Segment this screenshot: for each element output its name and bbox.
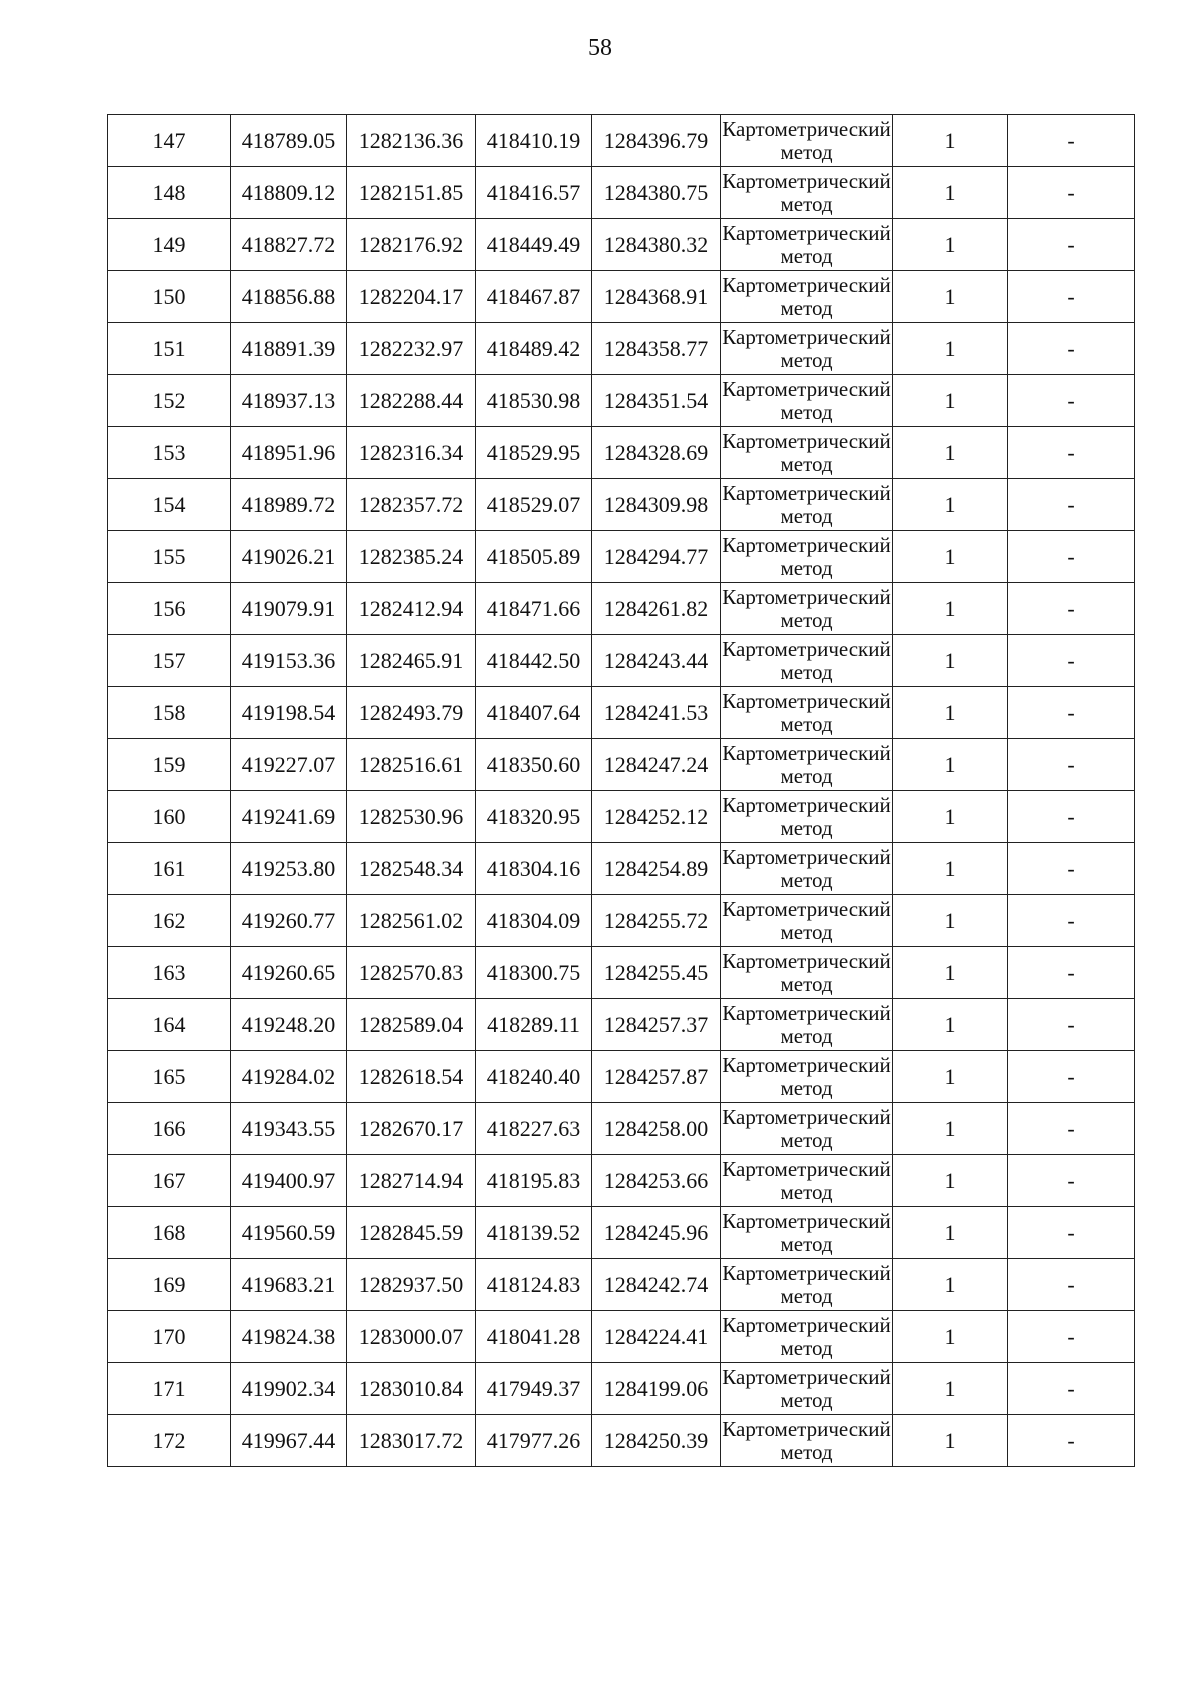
cell-y-coordinate: 1282714.94 bbox=[347, 1155, 476, 1207]
method-text: Картометрический метод bbox=[722, 168, 891, 216]
method-text: Картометрический метод bbox=[722, 1156, 891, 1204]
cell-note: - bbox=[1008, 739, 1135, 791]
cell-x-coordinate: 419902.34 bbox=[231, 1363, 347, 1415]
cell-x-coordinate-2: 418227.63 bbox=[476, 1103, 592, 1155]
cell-note: - bbox=[1008, 1103, 1135, 1155]
table-row bbox=[108, 1051, 1135, 1103]
cell-precision: 1 bbox=[893, 687, 1008, 739]
cell-precision: 1 bbox=[893, 635, 1008, 687]
cell-point-number: 153 bbox=[108, 427, 231, 479]
cell-x-coordinate: 419260.77 bbox=[231, 895, 347, 947]
cell-note: - bbox=[1008, 1259, 1135, 1311]
cell-precision: 1 bbox=[893, 843, 1008, 895]
cell-note: - bbox=[1008, 219, 1135, 271]
method-text: Картометрический метод bbox=[722, 480, 891, 528]
cell-x-coordinate: 419343.55 bbox=[231, 1103, 347, 1155]
cell-method bbox=[721, 479, 893, 531]
cell-precision: 1 bbox=[893, 1363, 1008, 1415]
cell-y-coordinate-2: 1284254.89 bbox=[592, 843, 721, 895]
cell-point-number: 169 bbox=[108, 1259, 231, 1311]
cell-point-number: 154 bbox=[108, 479, 231, 531]
cell-x-coordinate-2: 418407.64 bbox=[476, 687, 592, 739]
cell-method bbox=[721, 531, 893, 583]
cell-method bbox=[721, 219, 893, 271]
method-text: Картометрический метод bbox=[722, 1312, 891, 1360]
cell-method bbox=[721, 1051, 893, 1103]
cell-x-coordinate: 419227.07 bbox=[231, 739, 347, 791]
cell-y-coordinate-2: 1284258.00 bbox=[592, 1103, 721, 1155]
method-text: Картометрический метод bbox=[722, 1052, 891, 1100]
cell-x-coordinate-2: 418350.60 bbox=[476, 739, 592, 791]
cell-y-coordinate: 1282151.85 bbox=[347, 167, 476, 219]
coordinates-table-body bbox=[108, 115, 1135, 1467]
method-text: Картометрический метод bbox=[722, 220, 891, 268]
cell-method bbox=[721, 843, 893, 895]
cell-point-number: 172 bbox=[108, 1415, 231, 1467]
cell-y-coordinate: 1282176.92 bbox=[347, 219, 476, 271]
method-text: Картометрический метод bbox=[722, 584, 891, 632]
table-row bbox=[108, 739, 1135, 791]
cell-point-number: 156 bbox=[108, 583, 231, 635]
method-text: Картометрический метод bbox=[722, 1364, 891, 1412]
method-text: Картометрический метод bbox=[722, 896, 891, 944]
cell-y-coordinate: 1282937.50 bbox=[347, 1259, 476, 1311]
cell-y-coordinate: 1282570.83 bbox=[347, 947, 476, 999]
cell-method bbox=[721, 947, 893, 999]
cell-precision: 1 bbox=[893, 1415, 1008, 1467]
cell-method bbox=[721, 791, 893, 843]
cell-note: - bbox=[1008, 479, 1135, 531]
cell-point-number: 165 bbox=[108, 1051, 231, 1103]
table-row bbox=[108, 1155, 1135, 1207]
table-row bbox=[108, 531, 1135, 583]
cell-y-coordinate: 1282589.04 bbox=[347, 999, 476, 1051]
cell-note: - bbox=[1008, 167, 1135, 219]
table-row bbox=[108, 1103, 1135, 1155]
method-text: Картометрический метод bbox=[722, 1208, 891, 1256]
cell-note: - bbox=[1008, 895, 1135, 947]
cell-x-coordinate: 419241.69 bbox=[231, 791, 347, 843]
cell-y-coordinate-2: 1284257.87 bbox=[592, 1051, 721, 1103]
cell-note: - bbox=[1008, 427, 1135, 479]
cell-x-coordinate-2: 418320.95 bbox=[476, 791, 592, 843]
table-row bbox=[108, 635, 1135, 687]
cell-method bbox=[721, 635, 893, 687]
cell-x-coordinate: 418809.12 bbox=[231, 167, 347, 219]
cell-x-coordinate-2: 418505.89 bbox=[476, 531, 592, 583]
cell-y-coordinate-2: 1284224.41 bbox=[592, 1311, 721, 1363]
cell-y-coordinate-2: 1284261.82 bbox=[592, 583, 721, 635]
cell-y-coordinate: 1282493.79 bbox=[347, 687, 476, 739]
cell-x-coordinate-2: 418471.66 bbox=[476, 583, 592, 635]
cell-method bbox=[721, 167, 893, 219]
cell-precision: 1 bbox=[893, 427, 1008, 479]
cell-precision: 1 bbox=[893, 947, 1008, 999]
cell-x-coordinate: 419284.02 bbox=[231, 1051, 347, 1103]
cell-note: - bbox=[1008, 271, 1135, 323]
cell-y-coordinate: 1282316.34 bbox=[347, 427, 476, 479]
cell-method bbox=[721, 1311, 893, 1363]
cell-y-coordinate-2: 1284243.44 bbox=[592, 635, 721, 687]
cell-note: - bbox=[1008, 1311, 1135, 1363]
table-row bbox=[108, 427, 1135, 479]
cell-y-coordinate-2: 1284380.75 bbox=[592, 167, 721, 219]
cell-x-coordinate-2: 418529.07 bbox=[476, 479, 592, 531]
method-text: Картометрический метод bbox=[722, 740, 891, 788]
cell-x-coordinate-2: 418139.52 bbox=[476, 1207, 592, 1259]
table-row bbox=[108, 271, 1135, 323]
cell-point-number: 147 bbox=[108, 115, 231, 167]
cell-note: - bbox=[1008, 531, 1135, 583]
cell-precision: 1 bbox=[893, 583, 1008, 635]
cell-precision: 1 bbox=[893, 1155, 1008, 1207]
cell-y-coordinate-2: 1284368.91 bbox=[592, 271, 721, 323]
cell-y-coordinate-2: 1284255.45 bbox=[592, 947, 721, 999]
cell-note: - bbox=[1008, 1415, 1135, 1467]
cell-y-coordinate: 1282288.44 bbox=[347, 375, 476, 427]
cell-y-coordinate: 1282618.54 bbox=[347, 1051, 476, 1103]
cell-y-coordinate: 1282548.34 bbox=[347, 843, 476, 895]
cell-point-number: 163 bbox=[108, 947, 231, 999]
cell-x-coordinate: 419026.21 bbox=[231, 531, 347, 583]
cell-x-coordinate-2: 418442.50 bbox=[476, 635, 592, 687]
cell-y-coordinate-2: 1284241.53 bbox=[592, 687, 721, 739]
method-text: Картометрический метод bbox=[722, 948, 891, 996]
cell-method bbox=[721, 1363, 893, 1415]
cell-method bbox=[721, 323, 893, 375]
cell-x-coordinate: 419824.38 bbox=[231, 1311, 347, 1363]
cell-note: - bbox=[1008, 999, 1135, 1051]
cell-x-coordinate-2: 418530.98 bbox=[476, 375, 592, 427]
cell-precision: 1 bbox=[893, 219, 1008, 271]
cell-point-number: 157 bbox=[108, 635, 231, 687]
cell-y-coordinate: 1283000.07 bbox=[347, 1311, 476, 1363]
table-row bbox=[108, 791, 1135, 843]
cell-point-number: 164 bbox=[108, 999, 231, 1051]
table-row bbox=[108, 167, 1135, 219]
cell-note: - bbox=[1008, 843, 1135, 895]
method-text: Картометрический метод bbox=[722, 636, 891, 684]
cell-note: - bbox=[1008, 1207, 1135, 1259]
cell-x-coordinate: 419260.65 bbox=[231, 947, 347, 999]
table-row bbox=[108, 999, 1135, 1051]
cell-method bbox=[721, 739, 893, 791]
cell-y-coordinate-2: 1284328.69 bbox=[592, 427, 721, 479]
cell-y-coordinate-2: 1284245.96 bbox=[592, 1207, 721, 1259]
cell-y-coordinate-2: 1284294.77 bbox=[592, 531, 721, 583]
cell-y-coordinate-2: 1284351.54 bbox=[592, 375, 721, 427]
cell-method bbox=[721, 427, 893, 479]
cell-y-coordinate-2: 1284250.39 bbox=[592, 1415, 721, 1467]
cell-method bbox=[721, 1415, 893, 1467]
cell-x-coordinate-2: 418289.11 bbox=[476, 999, 592, 1051]
table-row bbox=[108, 843, 1135, 895]
cell-x-coordinate: 419560.59 bbox=[231, 1207, 347, 1259]
cell-y-coordinate: 1282357.72 bbox=[347, 479, 476, 531]
cell-precision: 1 bbox=[893, 895, 1008, 947]
table-row bbox=[108, 1363, 1135, 1415]
cell-y-coordinate: 1282530.96 bbox=[347, 791, 476, 843]
cell-x-coordinate: 419079.91 bbox=[231, 583, 347, 635]
cell-x-coordinate: 418989.72 bbox=[231, 479, 347, 531]
cell-x-coordinate-2: 418300.75 bbox=[476, 947, 592, 999]
cell-x-coordinate-2: 418304.09 bbox=[476, 895, 592, 947]
cell-x-coordinate-2: 418124.83 bbox=[476, 1259, 592, 1311]
table-row bbox=[108, 947, 1135, 999]
cell-point-number: 158 bbox=[108, 687, 231, 739]
cell-point-number: 170 bbox=[108, 1311, 231, 1363]
cell-precision: 1 bbox=[893, 1103, 1008, 1155]
cell-point-number: 151 bbox=[108, 323, 231, 375]
cell-point-number: 148 bbox=[108, 167, 231, 219]
cell-method bbox=[721, 999, 893, 1051]
cell-precision: 1 bbox=[893, 375, 1008, 427]
cell-precision: 1 bbox=[893, 323, 1008, 375]
cell-y-coordinate: 1282561.02 bbox=[347, 895, 476, 947]
cell-method bbox=[721, 1103, 893, 1155]
cell-point-number: 168 bbox=[108, 1207, 231, 1259]
table-row bbox=[108, 1311, 1135, 1363]
cell-y-coordinate: 1282845.59 bbox=[347, 1207, 476, 1259]
cell-point-number: 171 bbox=[108, 1363, 231, 1415]
cell-note: - bbox=[1008, 1155, 1135, 1207]
cell-y-coordinate: 1282670.17 bbox=[347, 1103, 476, 1155]
cell-x-coordinate: 419683.21 bbox=[231, 1259, 347, 1311]
cell-x-coordinate: 419400.97 bbox=[231, 1155, 347, 1207]
table-row bbox=[108, 479, 1135, 531]
cell-x-coordinate-2: 418041.28 bbox=[476, 1311, 592, 1363]
cell-method bbox=[721, 115, 893, 167]
cell-method bbox=[721, 1259, 893, 1311]
cell-y-coordinate: 1282204.17 bbox=[347, 271, 476, 323]
table-row bbox=[108, 375, 1135, 427]
method-text: Картометрический метод bbox=[722, 1416, 891, 1464]
cell-y-coordinate-2: 1284253.66 bbox=[592, 1155, 721, 1207]
cell-note: - bbox=[1008, 323, 1135, 375]
cell-point-number: 167 bbox=[108, 1155, 231, 1207]
cell-x-coordinate: 418951.96 bbox=[231, 427, 347, 479]
cell-x-coordinate: 419248.20 bbox=[231, 999, 347, 1051]
cell-note: - bbox=[1008, 115, 1135, 167]
cell-x-coordinate: 419967.44 bbox=[231, 1415, 347, 1467]
cell-method bbox=[721, 271, 893, 323]
cell-x-coordinate-2: 417977.26 bbox=[476, 1415, 592, 1467]
method-text: Картометрический метод bbox=[722, 324, 891, 372]
cell-point-number: 155 bbox=[108, 531, 231, 583]
cell-x-coordinate-2: 418304.16 bbox=[476, 843, 592, 895]
cell-x-coordinate: 419153.36 bbox=[231, 635, 347, 687]
cell-note: - bbox=[1008, 687, 1135, 739]
method-text: Картометрический метод bbox=[722, 1260, 891, 1308]
cell-precision: 1 bbox=[893, 479, 1008, 531]
cell-method bbox=[721, 1155, 893, 1207]
cell-x-coordinate: 418891.39 bbox=[231, 323, 347, 375]
cell-x-coordinate: 418856.88 bbox=[231, 271, 347, 323]
cell-method bbox=[721, 1207, 893, 1259]
cell-x-coordinate: 419253.80 bbox=[231, 843, 347, 895]
cell-method bbox=[721, 375, 893, 427]
cell-point-number: 152 bbox=[108, 375, 231, 427]
cell-y-coordinate-2: 1284257.37 bbox=[592, 999, 721, 1051]
method-text: Картометрический метод bbox=[722, 688, 891, 736]
cell-precision: 1 bbox=[893, 531, 1008, 583]
cell-note: - bbox=[1008, 375, 1135, 427]
cell-x-coordinate-2: 417949.37 bbox=[476, 1363, 592, 1415]
cell-y-coordinate: 1283017.72 bbox=[347, 1415, 476, 1467]
cell-y-coordinate-2: 1284199.06 bbox=[592, 1363, 721, 1415]
cell-point-number: 160 bbox=[108, 791, 231, 843]
cell-precision: 1 bbox=[893, 999, 1008, 1051]
table-row bbox=[108, 115, 1135, 167]
cell-y-coordinate: 1282412.94 bbox=[347, 583, 476, 635]
table-row bbox=[108, 895, 1135, 947]
cell-y-coordinate: 1282465.91 bbox=[347, 635, 476, 687]
cell-method bbox=[721, 895, 893, 947]
cell-x-coordinate: 418827.72 bbox=[231, 219, 347, 271]
method-text: Картометрический метод bbox=[722, 844, 891, 892]
cell-point-number: 159 bbox=[108, 739, 231, 791]
table-row bbox=[108, 687, 1135, 739]
cell-note: - bbox=[1008, 791, 1135, 843]
cell-precision: 1 bbox=[893, 1311, 1008, 1363]
cell-note: - bbox=[1008, 1051, 1135, 1103]
cell-note: - bbox=[1008, 1363, 1135, 1415]
cell-point-number: 149 bbox=[108, 219, 231, 271]
cell-x-coordinate-2: 418467.87 bbox=[476, 271, 592, 323]
cell-y-coordinate-2: 1284247.24 bbox=[592, 739, 721, 791]
cell-x-coordinate-2: 418410.19 bbox=[476, 115, 592, 167]
cell-note: - bbox=[1008, 583, 1135, 635]
method-text: Картометрический метод bbox=[722, 1000, 891, 1048]
method-text: Картометрический метод bbox=[722, 532, 891, 580]
table-row bbox=[108, 219, 1135, 271]
cell-y-coordinate-2: 1284396.79 bbox=[592, 115, 721, 167]
cell-x-coordinate: 418937.13 bbox=[231, 375, 347, 427]
method-text: Картометрический метод bbox=[722, 428, 891, 476]
cell-precision: 1 bbox=[893, 1259, 1008, 1311]
cell-y-coordinate: 1282385.24 bbox=[347, 531, 476, 583]
cell-x-coordinate-2: 418529.95 bbox=[476, 427, 592, 479]
cell-y-coordinate-2: 1284380.32 bbox=[592, 219, 721, 271]
cell-method bbox=[721, 687, 893, 739]
cell-y-coordinate: 1282516.61 bbox=[347, 739, 476, 791]
cell-x-coordinate-2: 418449.49 bbox=[476, 219, 592, 271]
table-row bbox=[108, 1259, 1135, 1311]
cell-y-coordinate-2: 1284252.12 bbox=[592, 791, 721, 843]
cell-x-coordinate: 419198.54 bbox=[231, 687, 347, 739]
cell-precision: 1 bbox=[893, 1207, 1008, 1259]
cell-y-coordinate-2: 1284255.72 bbox=[592, 895, 721, 947]
cell-precision: 1 bbox=[893, 271, 1008, 323]
cell-y-coordinate-2: 1284358.77 bbox=[592, 323, 721, 375]
table-row bbox=[108, 1207, 1135, 1259]
cell-x-coordinate-2: 418240.40 bbox=[476, 1051, 592, 1103]
table-row bbox=[108, 1415, 1135, 1467]
cell-y-coordinate: 1283010.84 bbox=[347, 1363, 476, 1415]
coordinates-table bbox=[107, 114, 1135, 1467]
cell-point-number: 162 bbox=[108, 895, 231, 947]
cell-method bbox=[721, 583, 893, 635]
method-text: Картометрический метод bbox=[722, 272, 891, 320]
method-text: Картометрический метод bbox=[722, 376, 891, 424]
cell-y-coordinate: 1282232.97 bbox=[347, 323, 476, 375]
method-text: Картометрический метод bbox=[722, 116, 891, 164]
cell-note: - bbox=[1008, 635, 1135, 687]
cell-y-coordinate: 1282136.36 bbox=[347, 115, 476, 167]
method-text: Картометрический метод bbox=[722, 792, 891, 840]
cell-x-coordinate-2: 418489.42 bbox=[476, 323, 592, 375]
cell-x-coordinate: 418789.05 bbox=[231, 115, 347, 167]
cell-precision: 1 bbox=[893, 167, 1008, 219]
cell-y-coordinate-2: 1284242.74 bbox=[592, 1259, 721, 1311]
cell-point-number: 161 bbox=[108, 843, 231, 895]
cell-point-number: 166 bbox=[108, 1103, 231, 1155]
table-row bbox=[108, 323, 1135, 375]
cell-precision: 1 bbox=[893, 739, 1008, 791]
cell-x-coordinate-2: 418195.83 bbox=[476, 1155, 592, 1207]
method-text: Картометрический метод bbox=[722, 1104, 891, 1152]
table-row bbox=[108, 583, 1135, 635]
cell-x-coordinate-2: 418416.57 bbox=[476, 167, 592, 219]
cell-precision: 1 bbox=[893, 115, 1008, 167]
cell-precision: 1 bbox=[893, 1051, 1008, 1103]
cell-y-coordinate-2: 1284309.98 bbox=[592, 479, 721, 531]
cell-point-number: 150 bbox=[108, 271, 231, 323]
page-number: 58 bbox=[588, 35, 612, 61]
cell-precision: 1 bbox=[893, 791, 1008, 843]
cell-note: - bbox=[1008, 947, 1135, 999]
